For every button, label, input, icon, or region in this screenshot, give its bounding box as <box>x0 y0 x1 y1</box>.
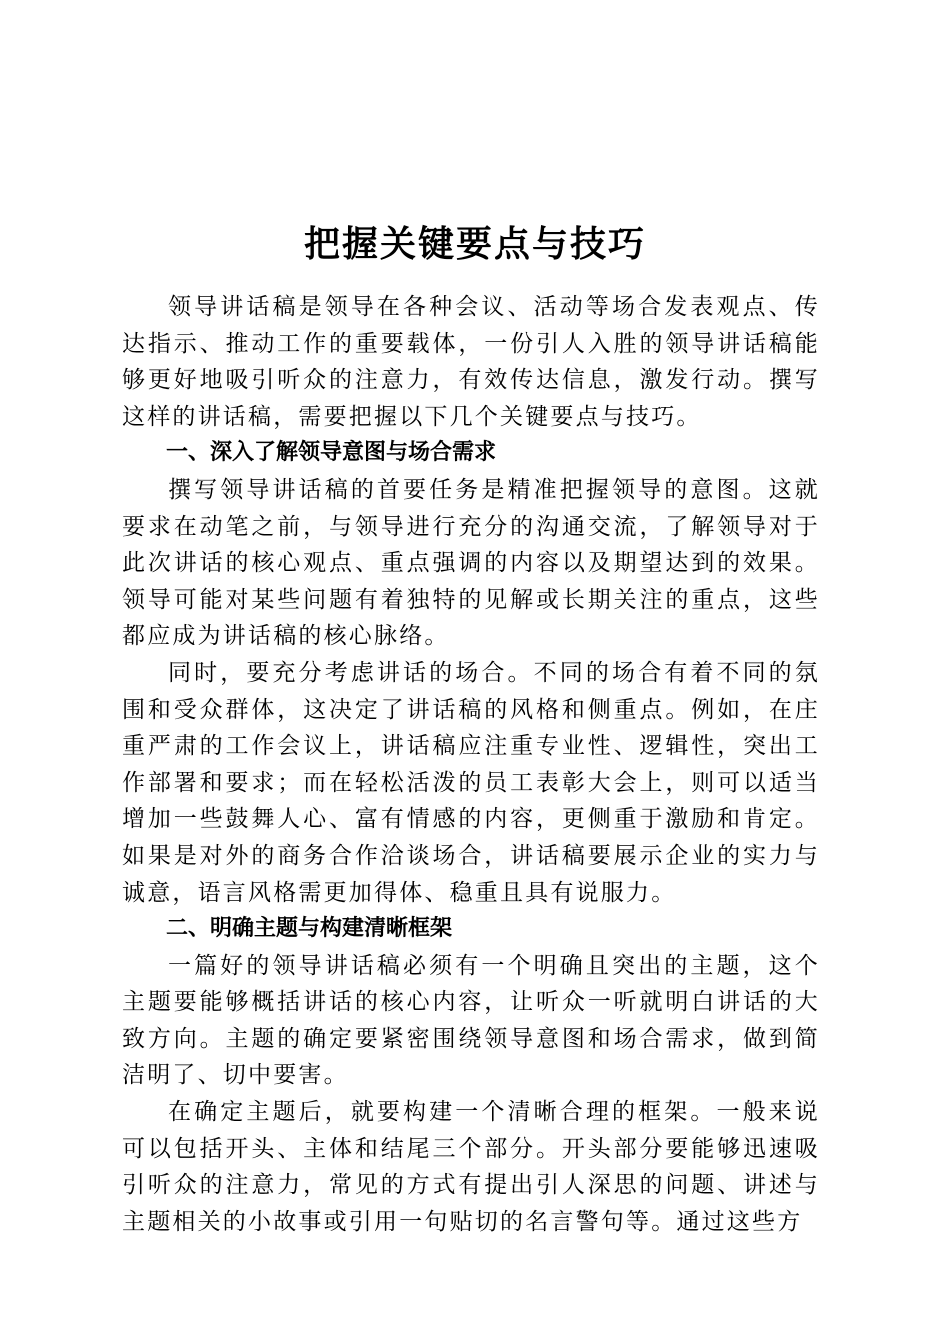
paragraph-intent: 撰写领导讲话稿的首要任务是精准把握领导的意图。这就要求在动笔之前，与领导进行充分的沟通交流，了解领导对于此次讲话的核心观点、重点强调的内容以及期望达到的效果。领导可能对某些问题有着独特的见解或长期关注的重点，这些都应成为讲话稿的核心脉络。 <box>122 476 820 650</box>
section-heading-1: 一、深入了解领导意图与场合需求 <box>166 440 497 466</box>
document-title: 把握关键要点与技巧 <box>303 223 646 266</box>
paragraph-intro: 领导讲话稿是领导在各种会议、活动等场合发表观点、传达指示、推动工作的重要载体，一份引人入胜的领导讲话稿能够更好地吸引听众的注意力，有效传达信息，激发行动。撰写这样的讲话稿，需要把握以下几个关键要点与技巧。 <box>122 294 820 430</box>
section-heading-2: 二、明确主题与构建清晰框架 <box>166 916 453 942</box>
paragraph-theme: 一篇好的领导讲话稿必须有一个明确且突出的主题，这个主题要能够概括讲话的核心内容，让听众一听就明白讲话的大致方向。主题的确定要紧密围绕领导意图和场合需求，做到简洁明了、切中要害。 <box>122 952 820 1089</box>
paragraph-framework: 在确定主题后，就要构建一个清晰合理的框架。一般来说可以包括开头、主体和结尾三个部分。开头部分要能够迅速吸引听众的注意力，常见的方式有提出引人深思的问题、讲述与主题相关的小故事或引用一句贴切的名言警句等。通过这些方 <box>122 1099 820 1235</box>
document-body <box>122 289 820 1240</box>
paragraph-occasion: 同时，要充分考虑讲话的场合。不同的场合有着不同的氛围和受众群体，这决定了讲话稿的风格和侧重点。例如，在庄重严肃的工作会议上，讲话稿应注重专业性、逻辑性，突出工作部署和要求；而在轻松活泼的员工表彰大会上，则可以适当增加一些鼓舞人心、富有情感的内容，更侧重于激励和肯定。如果是对外的商务合作洽谈场合，讲话稿要展示企业的实力与诚意，语言风格需更加得体、稳重且具有说服力。 <box>122 659 820 906</box>
